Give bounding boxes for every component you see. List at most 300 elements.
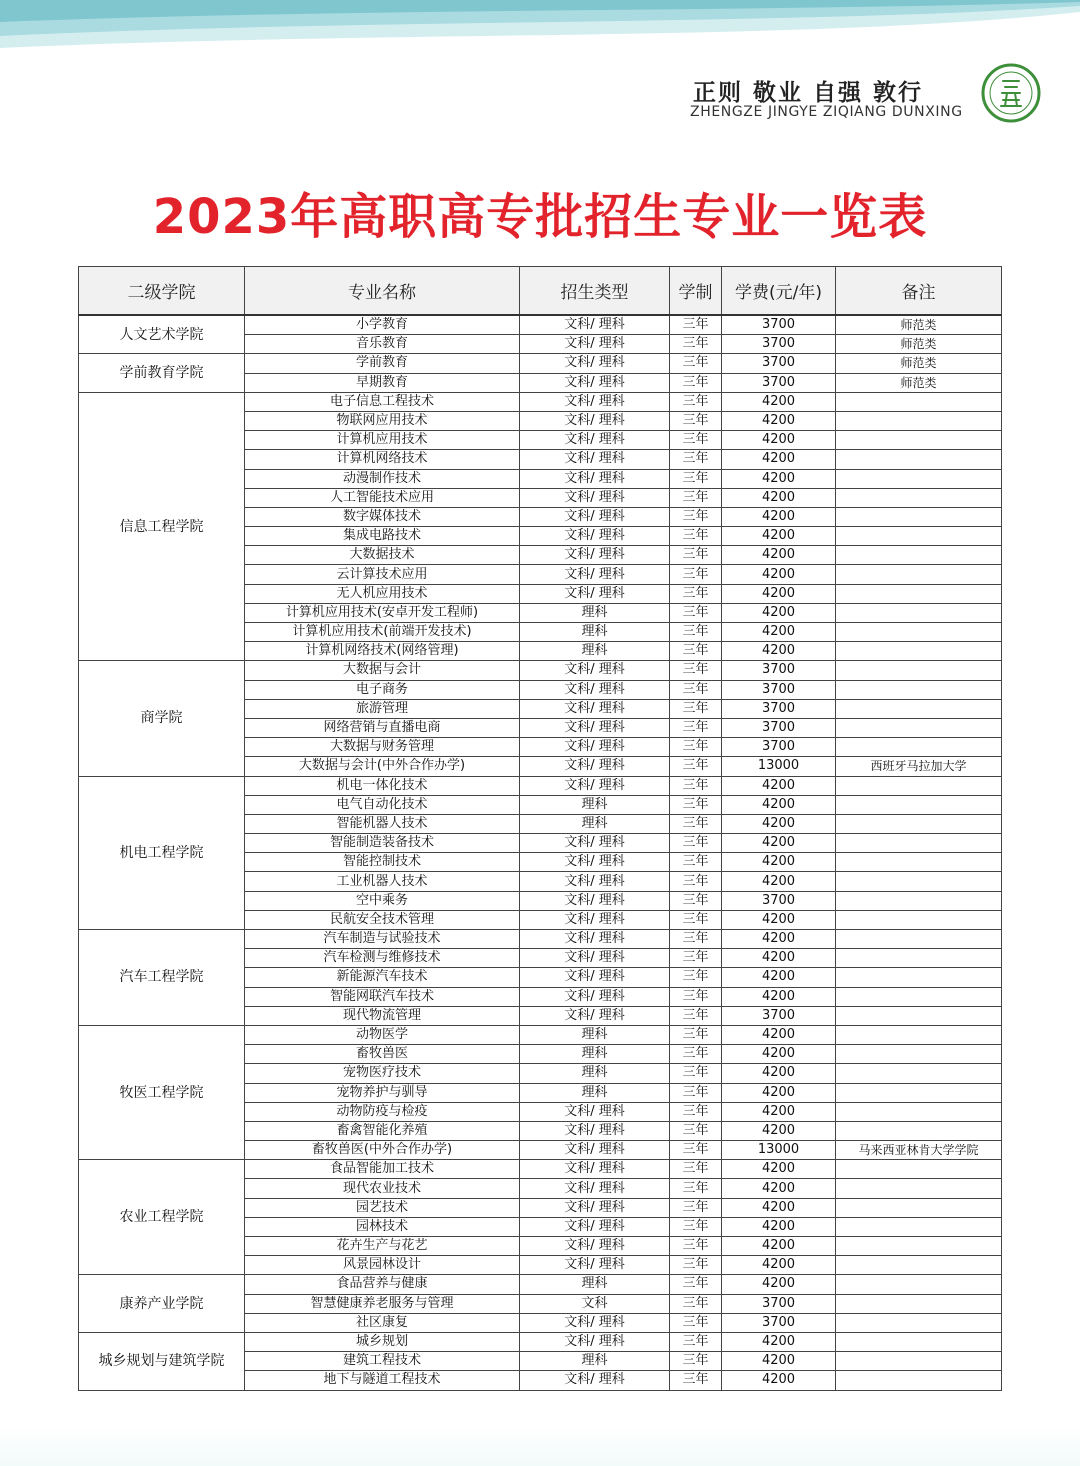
duration-cell: 三年 [670, 1006, 722, 1025]
major-name-cell: 风景园林设计 [245, 1256, 520, 1275]
tuition-cell: 4200 [722, 527, 836, 546]
duration-cell: 三年 [670, 968, 722, 987]
duration-cell: 三年 [670, 1102, 722, 1121]
note-cell [836, 814, 1002, 833]
major-name-cell: 动物防疫与检疫 [245, 1102, 520, 1121]
note-cell: 师范类 [836, 315, 1002, 335]
header-college: 二级学院 [79, 267, 245, 316]
note-cell [836, 642, 1002, 661]
duration-cell: 三年 [670, 373, 722, 392]
duration-cell: 三年 [670, 1083, 722, 1102]
major-name-cell: 工业机器人技术 [245, 872, 520, 891]
table-row [79, 661, 1002, 680]
note-cell [836, 699, 1002, 718]
major-name-cell: 电子信息工程技术 [245, 392, 520, 411]
admission-type-cell: 文科/ 理科 [520, 565, 670, 584]
tuition-cell: 4200 [722, 1217, 836, 1236]
tuition-cell: 13000 [722, 757, 836, 776]
tuition-cell: 13000 [722, 1141, 836, 1160]
duration-cell: 三年 [670, 354, 722, 373]
duration-cell: 三年 [670, 776, 722, 795]
header-duration: 学制 [670, 267, 722, 316]
table-header-row [79, 267, 1002, 316]
note-cell [836, 987, 1002, 1006]
admission-type-cell: 理科 [520, 1064, 670, 1083]
admission-type-cell: 文科/ 理科 [520, 373, 670, 392]
note-cell [836, 930, 1002, 949]
major-name-cell: 电子商务 [245, 680, 520, 699]
table-row [79, 1332, 1002, 1351]
tuition-cell: 4200 [722, 1160, 836, 1179]
admission-type-cell: 理科 [520, 1275, 670, 1294]
major-name-cell: 汽车检测与维修技术 [245, 949, 520, 968]
major-name-cell: 宠物养护与驯导 [245, 1083, 520, 1102]
college-name-cell: 信息工程学院 [79, 392, 245, 661]
tuition-cell: 4200 [722, 450, 836, 469]
admission-type-cell: 文科/ 理科 [520, 1371, 670, 1390]
duration-cell: 三年 [670, 1217, 722, 1236]
note-cell [836, 584, 1002, 603]
header-type: 招生类型 [520, 267, 670, 316]
header-tuition: 学费(元/年) [722, 267, 836, 316]
tuition-cell: 4200 [722, 968, 836, 987]
major-name-cell: 空中乘务 [245, 891, 520, 910]
major-name-cell: 早期教育 [245, 373, 520, 392]
tuition-cell: 3700 [722, 718, 836, 737]
admission-type-cell: 文科/ 理科 [520, 392, 670, 411]
admission-type-cell: 文科/ 理科 [520, 507, 670, 526]
admission-type-cell: 文科/ 理科 [520, 987, 670, 1006]
note-cell [836, 776, 1002, 795]
college-name-cell: 农业工程学院 [79, 1160, 245, 1275]
major-name-cell: 食品智能加工技术 [245, 1160, 520, 1179]
admission-type-cell: 文科/ 理科 [520, 546, 670, 565]
tuition-cell: 4200 [722, 431, 836, 450]
major-name-cell: 汽车制造与试验技术 [245, 930, 520, 949]
admission-type-cell: 文科/ 理科 [520, 699, 670, 718]
admission-type-cell: 理科 [520, 1045, 670, 1064]
admission-type-cell: 理科 [520, 795, 670, 814]
note-cell [836, 795, 1002, 814]
tuition-cell: 3700 [722, 1006, 836, 1025]
duration-cell: 三年 [670, 1045, 722, 1064]
note-cell [836, 488, 1002, 507]
duration-cell: 三年 [670, 642, 722, 661]
major-name-cell: 畜禽智能化养殖 [245, 1121, 520, 1140]
duration-cell: 三年 [670, 795, 722, 814]
majors-table [78, 266, 1002, 1391]
duration-cell: 三年 [670, 680, 722, 699]
duration-cell: 三年 [670, 1025, 722, 1044]
tuition-cell: 4200 [722, 488, 836, 507]
note-cell [836, 1064, 1002, 1083]
tuition-cell: 4200 [722, 1045, 836, 1064]
admission-type-cell: 文科/ 理科 [520, 450, 670, 469]
major-name-cell: 大数据与财务管理 [245, 738, 520, 757]
duration-cell: 三年 [670, 450, 722, 469]
major-name-cell: 智能机器人技术 [245, 814, 520, 833]
admission-type-cell: 文科/ 理科 [520, 1313, 670, 1332]
tuition-cell: 4200 [722, 1121, 836, 1140]
header-wave-decoration [0, 0, 1080, 70]
note-cell [836, 1313, 1002, 1332]
major-name-cell: 云计算技术应用 [245, 565, 520, 584]
major-name-cell: 花卉生产与花艺 [245, 1237, 520, 1256]
major-name-cell: 大数据与会计 [245, 661, 520, 680]
footer-fade [0, 1426, 1080, 1466]
duration-cell: 三年 [670, 469, 722, 488]
duration-cell: 三年 [670, 987, 722, 1006]
tuition-cell: 4200 [722, 987, 836, 1006]
admission-type-cell: 文科/ 理科 [520, 738, 670, 757]
note-cell [836, 834, 1002, 853]
tuition-cell: 4200 [722, 565, 836, 584]
duration-cell: 三年 [670, 335, 722, 354]
tuition-cell: 4200 [722, 469, 836, 488]
admission-type-cell: 文科/ 理科 [520, 968, 670, 987]
note-cell [836, 738, 1002, 757]
tuition-cell: 4200 [722, 853, 836, 872]
admission-type-cell: 文科/ 理科 [520, 1237, 670, 1256]
admission-type-cell: 文科/ 理科 [520, 1256, 670, 1275]
admission-type-cell: 文科/ 理科 [520, 891, 670, 910]
note-cell [836, 507, 1002, 526]
duration-cell: 三年 [670, 853, 722, 872]
duration-cell: 三年 [670, 584, 722, 603]
admission-type-cell: 文科/ 理科 [520, 930, 670, 949]
college-name-cell: 机电工程学院 [79, 776, 245, 930]
note-cell [836, 1045, 1002, 1064]
college-name-cell: 汽车工程学院 [79, 930, 245, 1026]
table-row [79, 1025, 1002, 1044]
note-cell [836, 1102, 1002, 1121]
admission-type-cell: 文科/ 理科 [520, 1141, 670, 1160]
admission-type-cell: 理科 [520, 642, 670, 661]
note-cell [836, 469, 1002, 488]
tuition-cell: 4200 [722, 411, 836, 430]
duration-cell: 三年 [670, 718, 722, 737]
tuition-cell: 4200 [722, 642, 836, 661]
tuition-cell: 3700 [722, 1294, 836, 1313]
major-name-cell: 地下与隧道工程技术 [245, 1371, 520, 1390]
admission-type-cell: 理科 [520, 1352, 670, 1371]
tuition-cell: 4200 [722, 1371, 836, 1390]
duration-cell: 三年 [670, 910, 722, 929]
tuition-cell: 4200 [722, 910, 836, 929]
table-row [79, 1160, 1002, 1179]
major-name-cell: 集成电路技术 [245, 527, 520, 546]
tuition-cell: 4200 [722, 814, 836, 833]
note-cell [836, 1371, 1002, 1390]
duration-cell: 三年 [670, 507, 722, 526]
tuition-cell: 4200 [722, 1179, 836, 1198]
table-row [79, 315, 1002, 335]
major-name-cell: 畜牧兽医(中外合作办学) [245, 1141, 520, 1160]
tuition-cell: 3700 [722, 335, 836, 354]
major-name-cell: 现代物流管理 [245, 1006, 520, 1025]
admission-type-cell: 文科/ 理科 [520, 1121, 670, 1140]
note-cell [836, 1332, 1002, 1351]
duration-cell: 三年 [670, 1121, 722, 1140]
major-name-cell: 智慧健康养老服务与管理 [245, 1294, 520, 1313]
admission-type-cell: 文科/ 理科 [520, 1160, 670, 1179]
note-cell: 马来西亚林肯大学学院 [836, 1141, 1002, 1160]
duration-cell: 三年 [670, 527, 722, 546]
note-cell [836, 450, 1002, 469]
duration-cell: 三年 [670, 661, 722, 680]
note-cell [836, 1294, 1002, 1313]
college-name-cell: 城乡规划与建筑学院 [79, 1332, 245, 1390]
header-major: 专业名称 [245, 267, 520, 316]
major-name-cell: 数字媒体技术 [245, 507, 520, 526]
major-name-cell: 园艺技术 [245, 1198, 520, 1217]
major-name-cell: 大数据与会计(中外合作办学) [245, 757, 520, 776]
note-cell [836, 1256, 1002, 1275]
admission-type-cell: 文科/ 理科 [520, 411, 670, 430]
note-cell [836, 718, 1002, 737]
note-cell [836, 1025, 1002, 1044]
major-name-cell: 民航安全技术管理 [245, 910, 520, 929]
note-cell [836, 1217, 1002, 1236]
tuition-cell: 4200 [722, 1256, 836, 1275]
duration-cell: 三年 [670, 392, 722, 411]
major-name-cell: 无人机应用技术 [245, 584, 520, 603]
major-name-cell: 食品营养与健康 [245, 1275, 520, 1294]
note-cell [836, 872, 1002, 891]
tuition-cell: 4200 [722, 1332, 836, 1351]
admission-type-cell: 文科/ 理科 [520, 776, 670, 795]
duration-cell: 三年 [670, 699, 722, 718]
admission-type-cell: 文科/ 理科 [520, 910, 670, 929]
table-row [79, 392, 1002, 411]
note-cell [836, 1006, 1002, 1025]
duration-cell: 三年 [670, 949, 722, 968]
note-cell [836, 1275, 1002, 1294]
duration-cell: 三年 [670, 1064, 722, 1083]
duration-cell: 三年 [670, 757, 722, 776]
major-name-cell: 智能网联汽车技术 [245, 987, 520, 1006]
note-cell [836, 661, 1002, 680]
major-name-cell: 音乐教育 [245, 335, 520, 354]
duration-cell: 三年 [670, 315, 722, 335]
admission-type-cell: 文科/ 理科 [520, 469, 670, 488]
note-cell [836, 968, 1002, 987]
major-name-cell: 宠物医疗技术 [245, 1064, 520, 1083]
duration-cell: 三年 [670, 1179, 722, 1198]
tuition-cell: 4200 [722, 546, 836, 565]
college-name-cell: 康养产业学院 [79, 1275, 245, 1333]
admission-type-cell: 文科/ 理科 [520, 661, 670, 680]
duration-cell: 三年 [670, 1294, 722, 1313]
major-name-cell: 旅游管理 [245, 699, 520, 718]
admission-type-cell: 文科/ 理科 [520, 757, 670, 776]
note-cell [836, 949, 1002, 968]
tuition-cell: 4200 [722, 392, 836, 411]
major-name-cell: 大数据技术 [245, 546, 520, 565]
tuition-cell: 4200 [722, 872, 836, 891]
admission-type-cell: 文科/ 理科 [520, 488, 670, 507]
tuition-cell: 3700 [722, 699, 836, 718]
admission-type-cell: 文科/ 理科 [520, 527, 670, 546]
table-row [79, 354, 1002, 373]
note-cell [836, 411, 1002, 430]
tuition-cell: 4200 [722, 1102, 836, 1121]
admission-type-cell: 文科 [520, 1294, 670, 1313]
duration-cell: 三年 [670, 1256, 722, 1275]
admission-type-cell: 文科/ 理科 [520, 1006, 670, 1025]
admission-type-cell: 理科 [520, 603, 670, 622]
motto-english: ZHENGZE JINGYE ZIQIANG DUNXING [690, 104, 963, 120]
duration-cell: 三年 [670, 623, 722, 642]
admission-type-cell: 理科 [520, 1025, 670, 1044]
duration-cell: 三年 [670, 1352, 722, 1371]
note-cell: 师范类 [836, 354, 1002, 373]
major-name-cell: 电气自动化技术 [245, 795, 520, 814]
admission-type-cell: 文科/ 理科 [520, 354, 670, 373]
duration-cell: 三年 [670, 1237, 722, 1256]
note-cell [836, 1083, 1002, 1102]
tuition-cell: 4200 [722, 795, 836, 814]
tuition-cell: 4200 [722, 507, 836, 526]
tuition-cell: 4200 [722, 949, 836, 968]
duration-cell: 三年 [670, 1141, 722, 1160]
tuition-cell: 4200 [722, 834, 836, 853]
admission-type-cell: 文科/ 理科 [520, 680, 670, 699]
tuition-cell: 4200 [722, 603, 836, 622]
duration-cell: 三年 [670, 891, 722, 910]
tuition-cell: 4200 [722, 584, 836, 603]
tuition-cell: 4200 [722, 1275, 836, 1294]
tuition-cell: 4200 [722, 1352, 836, 1371]
note-cell: 师范类 [836, 373, 1002, 392]
major-name-cell: 计算机网络技术(网络管理) [245, 642, 520, 661]
note-cell: 师范类 [836, 335, 1002, 354]
page-title: 2023年高职高专批招生专业一览表 [152, 189, 928, 245]
duration-cell: 三年 [670, 738, 722, 757]
admission-type-cell: 文科/ 理科 [520, 1102, 670, 1121]
major-name-cell: 人工智能技术应用 [245, 488, 520, 507]
header-note: 备注 [836, 267, 1002, 316]
major-name-cell: 学前教育 [245, 354, 520, 373]
admission-type-cell: 文科/ 理科 [520, 1332, 670, 1351]
tuition-cell: 3700 [722, 354, 836, 373]
note-cell [836, 1179, 1002, 1198]
duration-cell: 三年 [670, 1332, 722, 1351]
tuition-cell: 3700 [722, 373, 836, 392]
admission-type-cell: 理科 [520, 1083, 670, 1102]
admission-type-cell: 文科/ 理科 [520, 1217, 670, 1236]
admission-type-cell: 文科/ 理科 [520, 853, 670, 872]
major-name-cell: 计算机应用技术 [245, 431, 520, 450]
table-row [79, 930, 1002, 949]
duration-cell: 三年 [670, 1198, 722, 1217]
tuition-cell: 3700 [722, 315, 836, 335]
major-name-cell: 小学教育 [245, 315, 520, 335]
admission-type-cell: 文科/ 理科 [520, 949, 670, 968]
note-cell [836, 1121, 1002, 1140]
tuition-cell: 4200 [722, 1083, 836, 1102]
tuition-cell: 3700 [722, 661, 836, 680]
table-row [79, 776, 1002, 795]
major-name-cell: 物联网应用技术 [245, 411, 520, 430]
note-cell [836, 431, 1002, 450]
table-body [79, 315, 1002, 1390]
note-cell: 西班牙马拉加大学 [836, 757, 1002, 776]
admission-type-cell: 理科 [520, 623, 670, 642]
tuition-cell: 4200 [722, 1198, 836, 1217]
major-name-cell: 网络营销与直播电商 [245, 718, 520, 737]
major-name-cell: 智能控制技术 [245, 853, 520, 872]
duration-cell: 三年 [670, 431, 722, 450]
note-cell [836, 603, 1002, 622]
major-name-cell: 新能源汽车技术 [245, 968, 520, 987]
duration-cell: 三年 [670, 565, 722, 584]
major-name-cell: 计算机网络技术 [245, 450, 520, 469]
major-name-cell: 计算机应用技术(前端开发技术) [245, 623, 520, 642]
admission-type-cell: 文科/ 理科 [520, 834, 670, 853]
tuition-cell: 4200 [722, 1064, 836, 1083]
admission-type-cell: 理科 [520, 814, 670, 833]
duration-cell: 三年 [670, 603, 722, 622]
duration-cell: 三年 [670, 834, 722, 853]
duration-cell: 三年 [670, 411, 722, 430]
note-cell [836, 891, 1002, 910]
admission-type-cell: 文科/ 理科 [520, 1198, 670, 1217]
duration-cell: 三年 [670, 1160, 722, 1179]
note-cell [836, 565, 1002, 584]
tuition-cell: 3700 [722, 1313, 836, 1332]
major-name-cell: 智能制造装备技术 [245, 834, 520, 853]
college-seal-logo-icon [981, 63, 1041, 123]
major-name-cell: 机电一体化技术 [245, 776, 520, 795]
note-cell [836, 1198, 1002, 1217]
duration-cell: 三年 [670, 1313, 722, 1332]
note-cell [836, 623, 1002, 642]
major-name-cell: 社区康复 [245, 1313, 520, 1332]
admission-type-cell: 文科/ 理科 [520, 872, 670, 891]
tuition-cell: 4200 [722, 623, 836, 642]
tuition-cell: 3700 [722, 680, 836, 699]
major-name-cell: 动漫制作技术 [245, 469, 520, 488]
duration-cell: 三年 [670, 930, 722, 949]
duration-cell: 三年 [670, 546, 722, 565]
note-cell [836, 910, 1002, 929]
major-name-cell: 城乡规划 [245, 1332, 520, 1351]
duration-cell: 三年 [670, 814, 722, 833]
college-name-cell: 人文艺术学院 [79, 315, 245, 354]
note-cell [836, 546, 1002, 565]
tuition-cell: 4200 [722, 1237, 836, 1256]
college-name-cell: 学前教育学院 [79, 354, 245, 392]
note-cell [836, 1237, 1002, 1256]
duration-cell: 三年 [670, 488, 722, 507]
major-name-cell: 动物医学 [245, 1025, 520, 1044]
admission-type-cell: 文科/ 理科 [520, 584, 670, 603]
major-name-cell: 计算机应用技术(安卓开发工程师) [245, 603, 520, 622]
duration-cell: 三年 [670, 1275, 722, 1294]
major-name-cell: 现代农业技术 [245, 1179, 520, 1198]
note-cell [836, 680, 1002, 699]
motto-chinese: 正则 敬业 自强 敦行 [693, 79, 924, 106]
note-cell [836, 853, 1002, 872]
major-name-cell: 园林技术 [245, 1217, 520, 1236]
admission-type-cell: 文科/ 理科 [520, 718, 670, 737]
admission-type-cell: 文科/ 理科 [520, 335, 670, 354]
duration-cell: 三年 [670, 872, 722, 891]
college-name-cell: 牧医工程学院 [79, 1025, 245, 1159]
note-cell [836, 1160, 1002, 1179]
college-name-cell: 商学院 [79, 661, 245, 776]
